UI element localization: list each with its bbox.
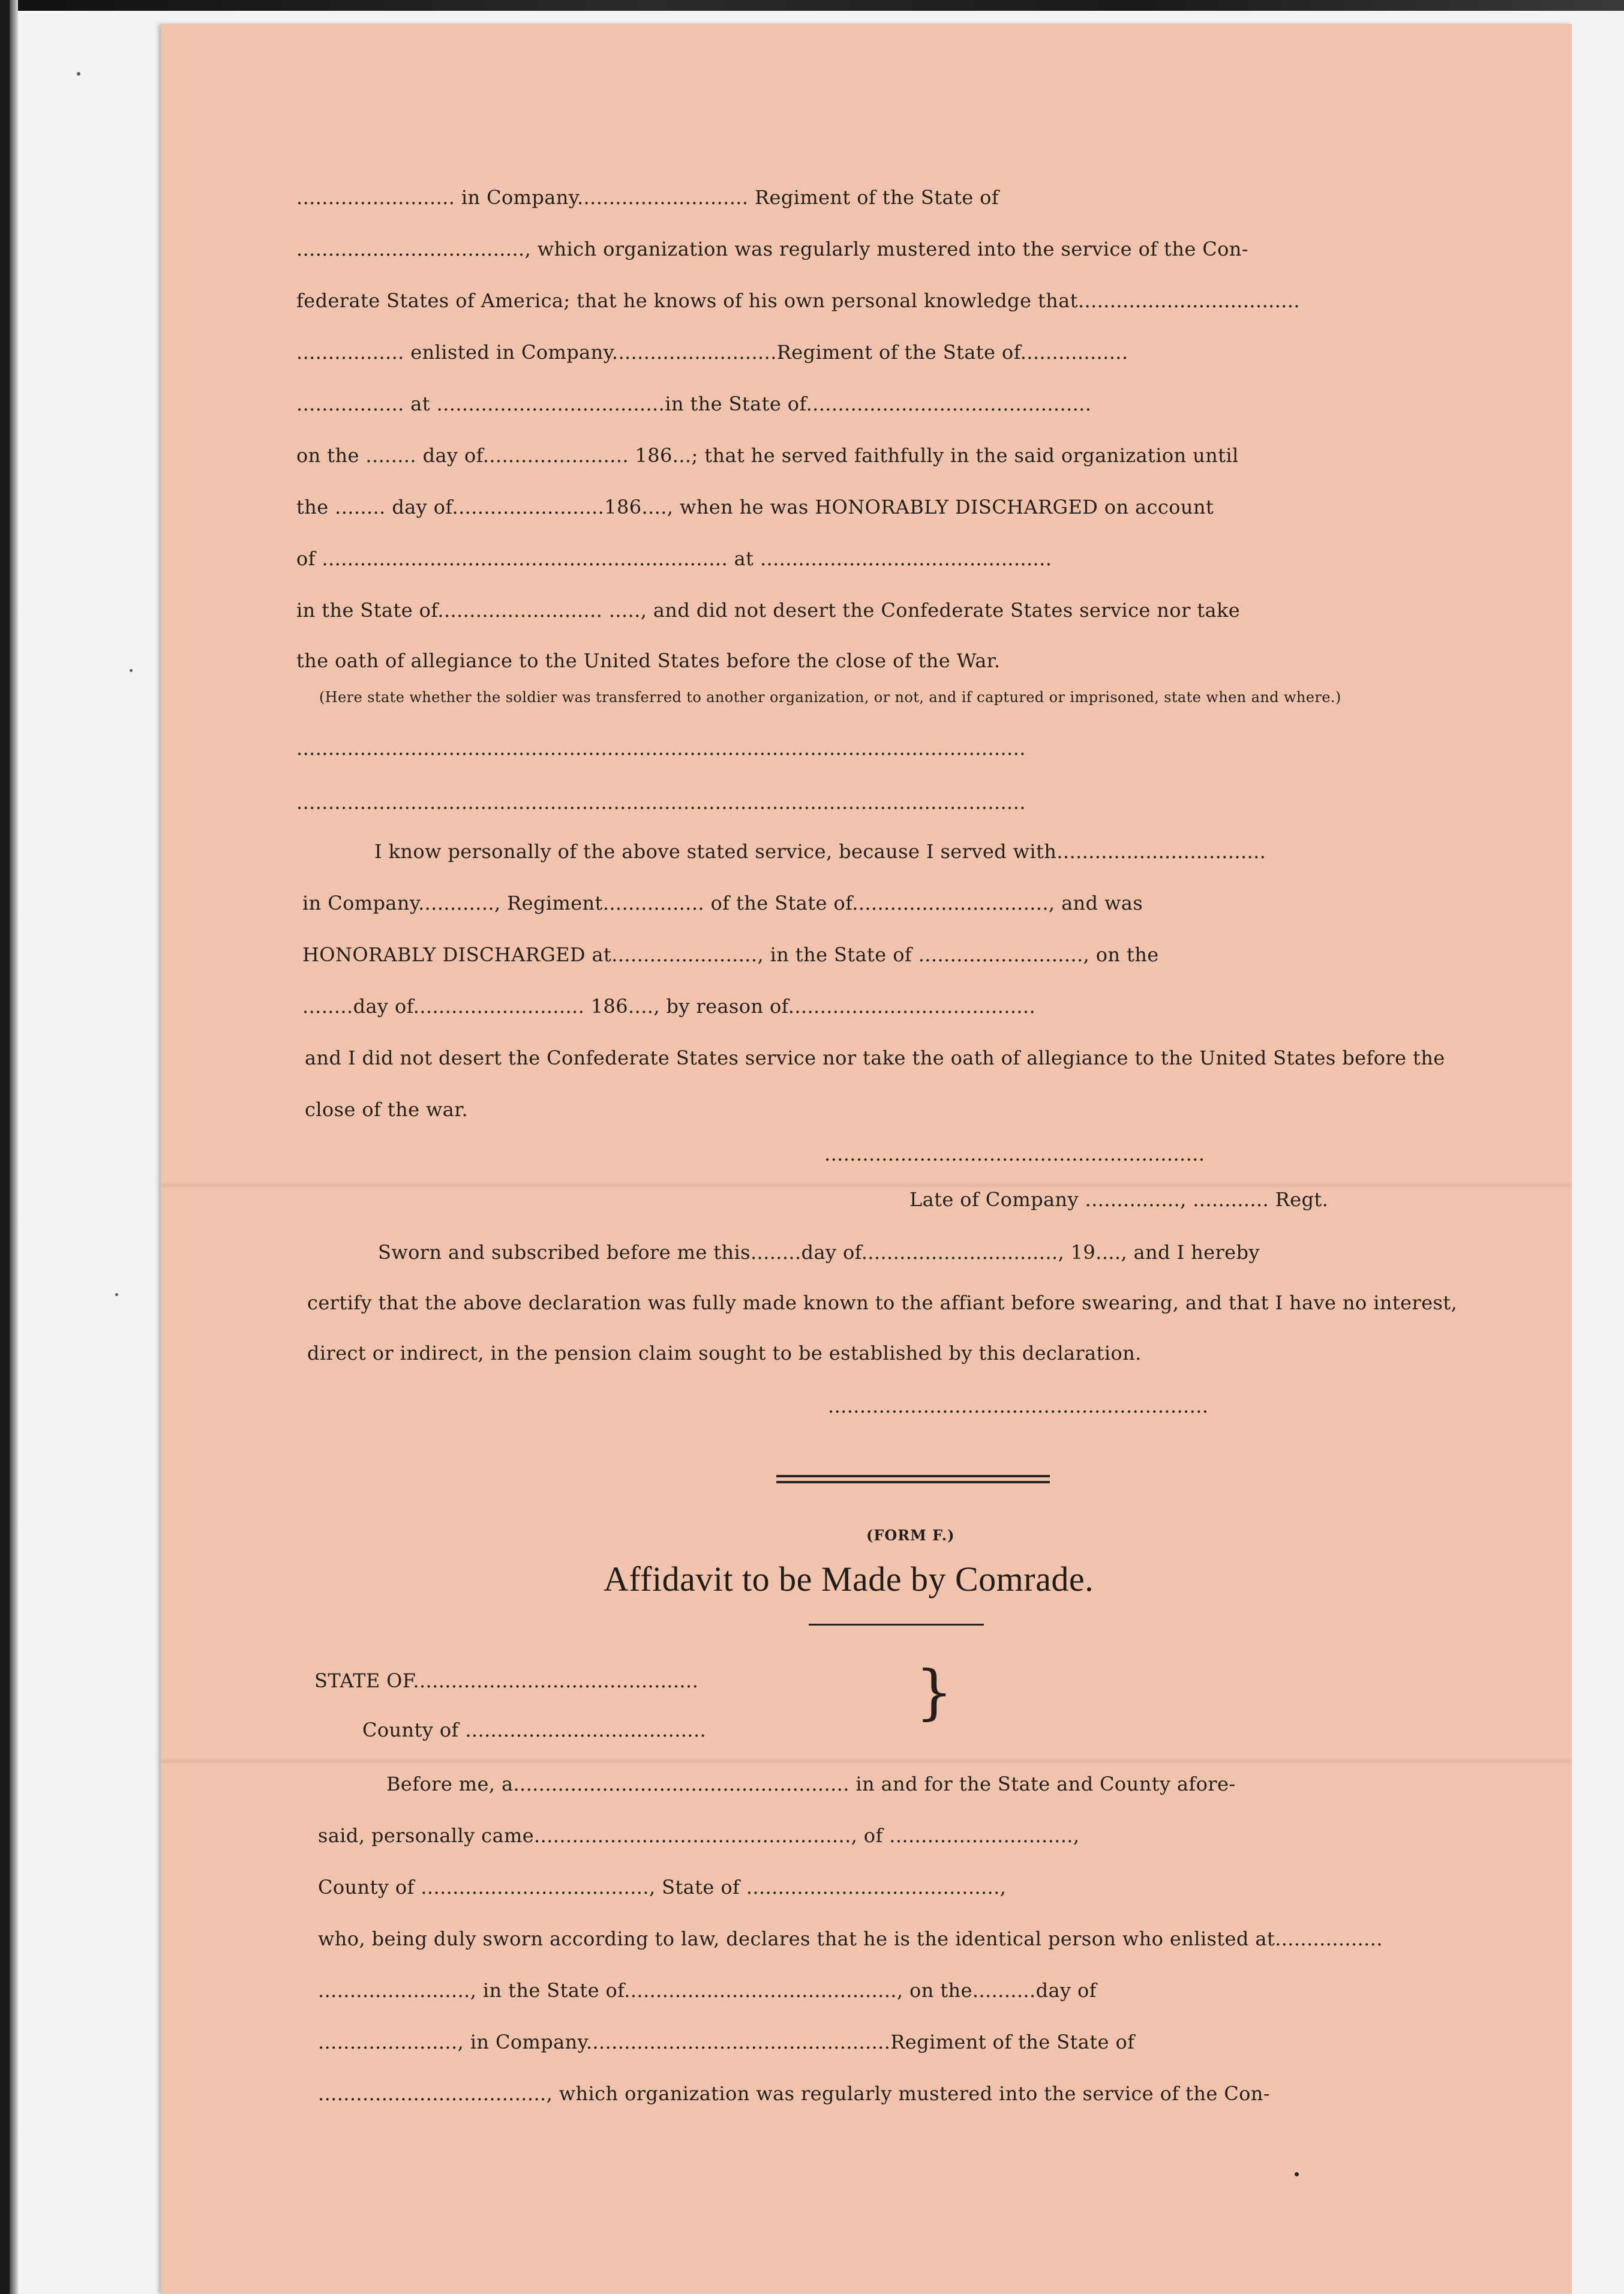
form-line: and I did not desert the Confederate States service nor take the oath of allegiance to the United States before the <box>305 1046 1445 1069</box>
blank-line: ................................................................................................................... <box>296 791 1026 814</box>
form-line: ...................................., which organization was regularly mustered into the service of the Con- <box>296 238 1249 260</box>
late-of-company-line: Late of Company ..............., ............ Regt. <box>909 1188 1329 1211</box>
speck <box>77 72 80 76</box>
state-of-field: STATE OF............................................. <box>314 1669 699 1692</box>
speck <box>130 669 133 672</box>
form-title: Affidavit to be Made by Comrade. <box>604 1560 1094 1599</box>
form-line: on the ........ day of....................... 186...; that he served faithfully in the said organization until <box>296 444 1239 467</box>
form-line: Before me, a..................................................... in and for the State and County afore- <box>386 1773 1236 1795</box>
sworn-line: Sworn and subscribed before me this........day of..............................., 19...., and I hereby <box>378 1241 1260 1264</box>
sworn-line: certify that the above declaration was fully made known to the affiant before swearing, and that I have no interest, <box>307 1291 1458 1314</box>
form-line: ................. at ....................................in the State of............................................. <box>296 392 1092 415</box>
blank-line: ................................................................................................................... <box>296 737 1026 760</box>
form-line: ................. enlisted in Company..........................Regiment of the State of................. <box>296 341 1128 364</box>
scan-top-edge <box>0 0 1624 11</box>
form-line: said, personally came.................................................., of ............................., <box>318 1824 1080 1847</box>
form-line: in the State of.......................... ....., and did not desert the Confederate States service nor take <box>296 599 1241 622</box>
scan-left-edge-gradient <box>10 0 18 2294</box>
form-line: County of ...................................., State of ........................................, <box>318 1876 1007 1899</box>
county-of-field: County of ...................................... <box>362 1719 707 1741</box>
form-line: who, being duly sworn according to law, declares that he is the identical person who enlisted at................. <box>318 1927 1383 1950</box>
ink-speck <box>1295 2172 1299 2176</box>
scan-left-edge <box>0 0 10 2294</box>
title-rule <box>809 1624 984 1626</box>
form-line: ........day of........................... 186...., by reason of....................................... <box>302 995 1036 1018</box>
form-line: in Company............, Regiment................ of the State of..............................., and was <box>302 892 1143 914</box>
form-line: the oath of allegiance to the United States before the close of the War. <box>296 649 1001 672</box>
form-line: ......................... in Company........................... Regiment of the State of <box>296 186 999 209</box>
instruction-note: (Here state whether the soldier was transferred to another organization, or not, and if captured or imprisoned, state when and where.) <box>319 689 1341 706</box>
double-rule-top <box>776 1475 1050 1477</box>
form-label: (FORM F.) <box>866 1527 955 1544</box>
signature-line: ............................................................ <box>824 1142 1205 1165</box>
document-sheet <box>161 24 1572 2294</box>
form-line: the ........ day of........................186...., when he was HONORABLY DISCHARGED on account <box>296 496 1214 518</box>
form-line: ........................, in the State of..........................................., on the..........day of <box>318 1979 1097 2002</box>
form-line: ......................, in Company................................................Regiment of the State of <box>318 2031 1135 2053</box>
form-line: HONORABLY DISCHARGED at......................., in the State of .........................., on the <box>302 943 1159 966</box>
form-line: of ................................................................ at .............................................. <box>296 547 1052 570</box>
form-line: federate States of America; that he knows of his own personal knowledge that................................... <box>296 289 1300 312</box>
sworn-line: direct or indirect, in the pension claim sought to be established by this declaration. <box>307 1342 1142 1365</box>
signature-line: ............................................................ <box>828 1395 1209 1417</box>
speck <box>115 1293 118 1296</box>
double-rule-bottom <box>776 1481 1050 1483</box>
form-line: I know personally of the above stated service, because I served with................................. <box>374 840 1266 863</box>
bracket-brace: } <box>915 1659 953 1727</box>
form-line: close of the war. <box>305 1098 469 1121</box>
form-line: ...................................., which organization was regularly mustered into the service of the Con- <box>318 2082 1271 2105</box>
